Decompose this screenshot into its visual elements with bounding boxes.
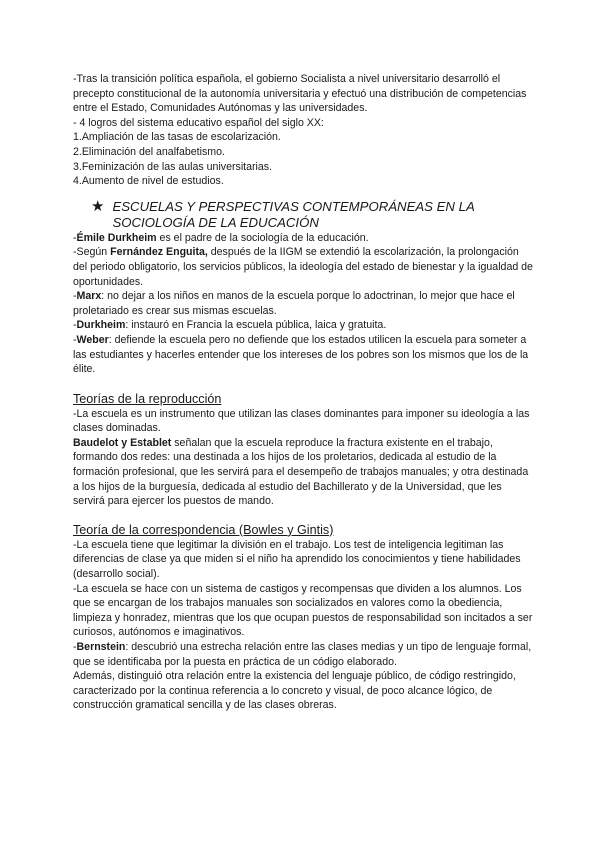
marx-paragraph: -Marx: no dejar a los niños en manos de la escuela porque lo adoctrinan, lo mejor que hace el proletariado es crear sus mismas escuelas. (73, 290, 515, 317)
weber-paragraph: -Weber: defiende la escuela pero no defiende que los estados utilicen la escuela para someter a las estudiantes y hacerles entender que los intereses de los pobres son los mismos que los de la élite. (73, 333, 529, 376)
achievements-intro: - 4 logros del sistema educativo español del siglo XX: (73, 116, 324, 129)
correspondence-paragraph: -La escuela tiene que legitimar la división en el trabajo. Los test de inteligencia legitiman las diferencias de clase ya que miden si el niño ha aprendido los conocimientos y tiene habilidades (desarrollo social). (73, 538, 521, 581)
achievement-item: 4.Aumento de nivel de estudios. (73, 175, 224, 188)
star-icon: ★ (91, 197, 105, 215)
author-name: Émile Durkheim (76, 231, 157, 244)
intro-paragraph: -Tras la transición política española, el gobierno Socialista a nivel universitario desarrolló el precepto constitucional de la autonomía universitaria y efectuó una distribución de competencias entre el Estado, Comunidades Autónomas y las universidades. (73, 73, 527, 115)
author-name: Bernstein (76, 641, 126, 653)
enguita-paragraph: -Según Fernández Enguita, después de la IIGM se extendió la escolarización, la prolongación del periodo obligatorio, los servicios públicos, la ideología del estado de bienestar y la igualdad de oportunidades. (73, 246, 533, 288)
author-name: Durkheim (76, 319, 126, 332)
author-name: Weber (76, 333, 109, 346)
punishment-paragraph: -La escuela se hace con un sistema de castigos y recompensas que dividen a los alumnos. Los que se encargan de los trabajos manuales son socializados en valores como la obediencia, limpieza y honradez, mientras que los que ocupan puestos de responsabilidad son incitados a ser curiosos, autónomos e imaginativos. (73, 582, 533, 639)
section-heading (91, 199, 533, 231)
achievement-item: 3.Feminización de las aulas universitarias. (73, 160, 273, 173)
document-page (73, 72, 533, 713)
author-name: Fernández Enguita, (110, 246, 208, 259)
achievement-item: 2.Eliminación del analfabetismo. (73, 145, 225, 158)
reproduction-paragraph: -La escuela es un instrumento que utilizan las clases dominantes para imponer su ideología a las clases dominadas. (73, 407, 530, 435)
baudelot-paragraph: Baudelot y Establet señalan que la escuela reproduce la fractura existente en el trabajo, formando dos redes: una destinada a los hijos de los proletarios, dedicada al estudio de la formación profesional, que les servirá para el desempeño de trabajos manuales; y otra destinada a los hijos de la burguesía, dedicada al estudio del Bachillerato y de la Universidad, que les servirá para ejercer los puestos de mando. (73, 436, 529, 508)
bernstein-paragraph: -Bernstein: descubrió una estrecha relación entre las clases medias y un tipo de lenguaje formal, que se identificaba por la puesta en práctica de un código elaborado. (73, 641, 532, 668)
author-name: Marx (76, 290, 102, 303)
correspondence-heading: Teoría de la correspondencia (Bowles y Gintis) (73, 522, 334, 537)
section-heading-text: ESCUELAS Y PERSPECTIVAS CONTEMPORÁNEAS EN LA SOCIOLOGÍA DE LA EDUCACIÓN (112, 198, 475, 230)
reproduction-heading: Teorías de la reproducción (73, 391, 222, 406)
public-language-paragraph: Además, distinguió otra relación entre la existencia del lenguaje público, de código restringido, caracterizado por la continua referencia a lo concreto y visual, de poco alcance lógico, de construcción gramatical sencilla y de las clases obreras. (73, 670, 516, 712)
author-name: Baudelot y Establet (73, 436, 172, 449)
durkheim-paragraph: -Émile Durkheim es el padre de la sociología de la educación. (73, 231, 369, 244)
achievement-item: 1.Ampliación de las tasas de escolarización. (73, 131, 281, 144)
durkheim-france-paragraph: -Durkheim: instauró en Francia la escuela pública, laica y gratuita. (73, 319, 387, 332)
